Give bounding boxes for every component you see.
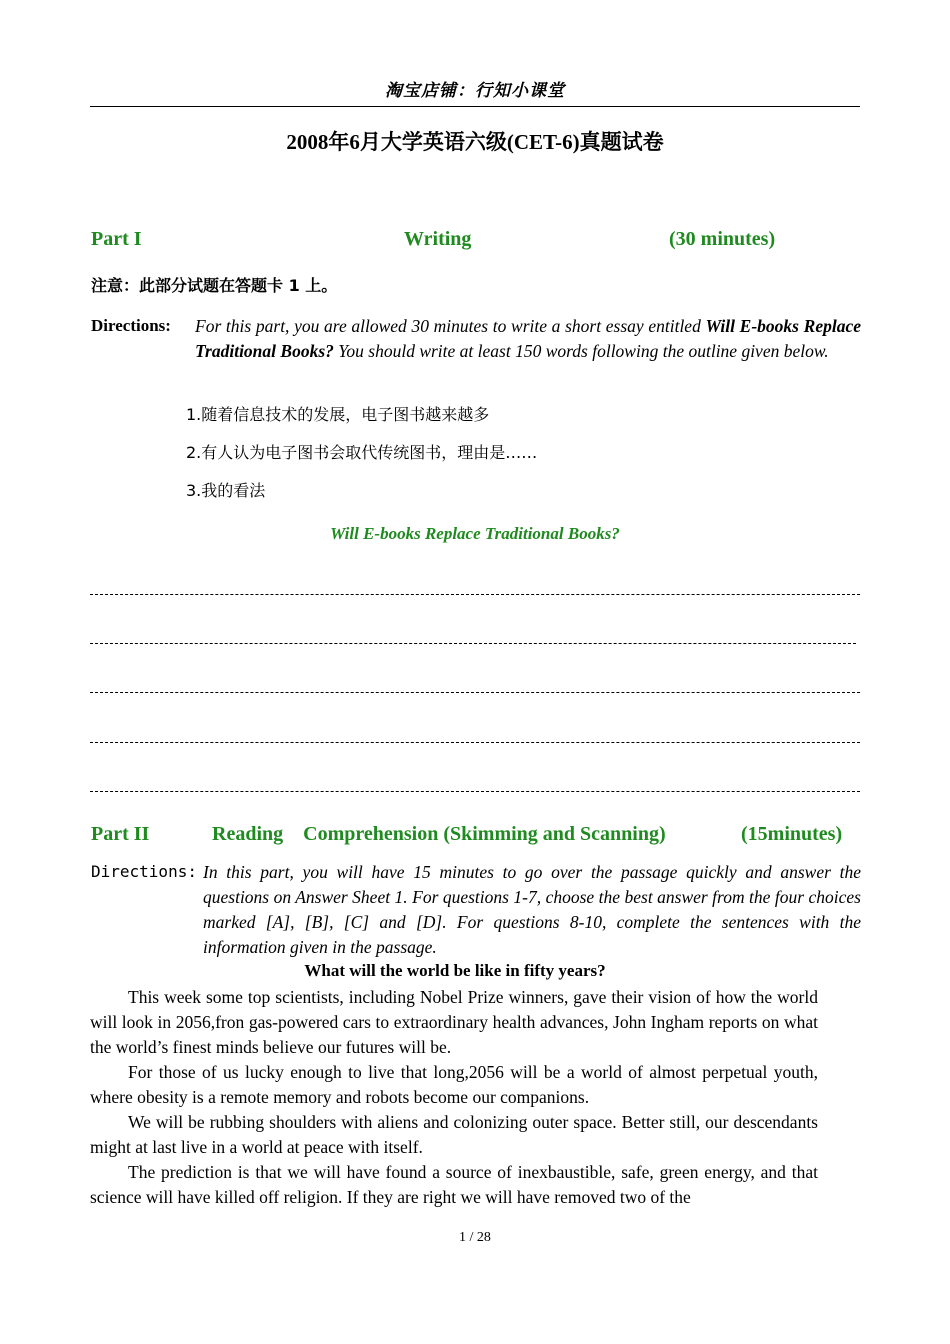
shop-header: 淘宝店铺：行知小课堂 <box>385 81 565 101</box>
header-divider <box>90 106 860 107</box>
passage-paragraph: The prediction is that we will have found a source of inexbaustible, safe, green energy, and that science will have killed off religion. If they are right we will have removed two of the <box>90 1162 818 1207</box>
part2-time: (15minutes) <box>741 823 843 845</box>
outline-item-3: 3.我的看法 <box>186 481 266 500</box>
passage-paragraph: We will be rubbing shoulders with aliens and colonizing outer space. Better still, our descendants might at last live in a world at peace with itself. <box>90 1112 818 1157</box>
part2-directions: In this part, you will have 15 minutes to go over the passage quickly and answer the questions on Answer Sheet 1. For questions 1-7, choose the best answer from the four choices marked [A], [B], [C] and [D]. For questions 8-10, complete the sentences with the information given in the passage. <box>203 862 861 957</box>
writing-line[interactable] <box>90 643 856 644</box>
part1-label: Part I <box>91 228 142 250</box>
essay-title-inline: Will E-books Replace Traditional Books? <box>195 316 861 361</box>
outline-item-2: 2.有人认为电子图书会取代传统图书，理由是…… <box>186 443 538 462</box>
part2-name: Reading Comprehension (Skimming and Scanning) <box>212 823 666 845</box>
writing-line[interactable] <box>90 742 860 743</box>
outline-item-1: 1.随着信息技术的发展，电子图书越来越多 <box>186 405 490 424</box>
writing-line[interactable] <box>90 791 860 792</box>
passage-paragraph: For those of us lucky enough to live that long,2056 will be a world of almost perpetual youth, where obesity is a remote memory and robots become our companions. <box>90 1062 818 1107</box>
part2-label: Part II <box>91 823 150 845</box>
essay-title: Will E-books Replace Traditional Books? <box>330 524 620 543</box>
directions-text: For this part, you are allowed 30 minutes to write a short essay entitled <box>195 316 706 336</box>
passage-paragraph: This week some top scientists, including Nobel Prize winners, gave their vision of how the world will look in 2056,fron gas-powered cars to extraordinary health advances, John Ingham reports on what the world’s finest minds believe our futures will be. <box>90 987 818 1057</box>
passage-title: What will the world be like in fifty years? <box>304 961 606 980</box>
page-number: 1 / 28 <box>459 1230 491 1245</box>
part1-time: (30 minutes) <box>669 228 776 250</box>
part1-note: 注意：此部分试题在答题卡 1 上。 <box>91 276 338 295</box>
part1-directions-label: Directions: <box>91 316 171 335</box>
writing-line[interactable] <box>90 692 860 693</box>
part1-name: Writing <box>404 228 472 250</box>
document-title: 2008年6月大学英语六级(CET-6)真题试卷 <box>286 130 664 154</box>
directions-text-tail: You should write at least 150 words following the outline given below. <box>333 341 829 361</box>
writing-line[interactable] <box>90 594 860 595</box>
part1-directions <box>195 314 861 364</box>
passage <box>90 985 818 1210</box>
part2-directions-label: Directions: <box>91 862 197 881</box>
